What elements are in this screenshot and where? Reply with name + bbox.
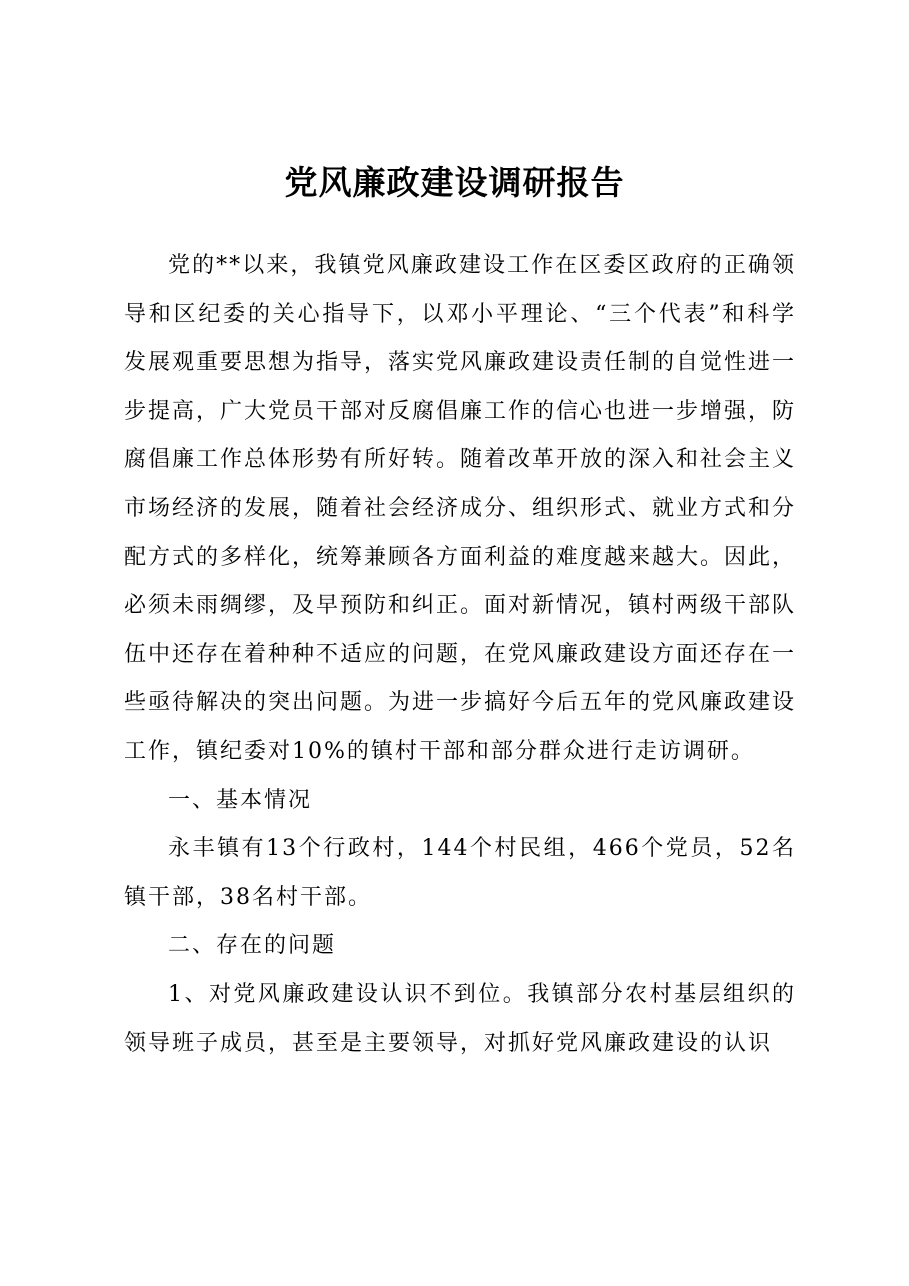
paragraph-basic-info: 永丰镇有13个行政村，144个村民组，466个党员，52名镇干部，38名村干部。 [124, 836, 796, 910]
document-title: 党风廉政建设调研报告 [284, 163, 625, 202]
section-heading-basic: 一、基本情况 [168, 787, 313, 813]
paragraph-problem-1: 1、对党风廉政建设认识不到位。我镇部分农村基层组织的领导班子成员，甚至是主要领导，对抓好党风廉政建设的认识 [124, 981, 796, 1056]
paragraph-intro: 党的**以来，我镇党风廉政建设工作在区委区政府的正确领导和区纪委的关心指导下，以邓小平理论、“三个代表”和科学发展观重要思想为指导，落实党风廉政建设责任制的自觉性进一步提高，广大党员干部对反腐倡廉工作的信心也进一步增强，防腐倡廉工作总体形势有所好转。随着改革开放的深入和社会主义市场经济的发展，随着社会经济成分、组织形式、就业方式和分配方式的多样化，统筹兼顾各方面利益的难度越来越大。因此，必须未雨绸缪，及早预防和纠正。面对新情况，镇村两级干部队伍中还存在着种种不适应的问题，在党风廉政建设方面还存在一些亟待解决的突出问题。为进一步搞好今后五年的党风廉政建设工作，镇纪委对10%的镇村干部和部分群众进行走访调研。 [124, 253, 797, 764]
document-body [124, 242, 796, 1068]
section-heading-problems: 二、存在的问题 [168, 933, 337, 959]
